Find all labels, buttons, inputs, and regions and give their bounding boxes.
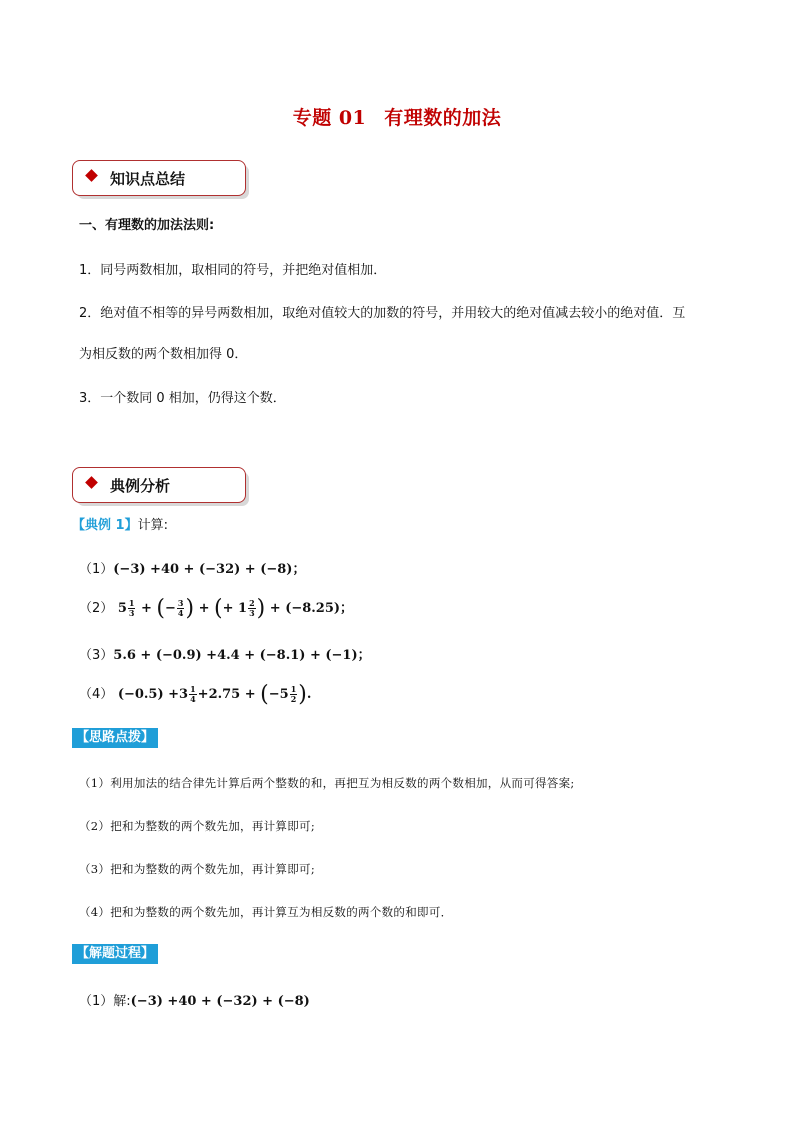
mixed-number-whole: 5 (117, 601, 127, 616)
section-label: 知识点总结 (110, 170, 186, 188)
operator: + (136, 601, 157, 616)
solution-number: （1）解: (79, 994, 131, 1009)
page-title (0, 103, 794, 130)
hint-tag: 【思路点拨】 (72, 728, 158, 748)
section-header-knowledge (72, 160, 246, 196)
fraction: $\frac{1}{2}$ (290, 684, 297, 704)
solution-1 (79, 990, 310, 1009)
operator: + (194, 601, 215, 616)
question-expression: (−3) +40 + (−32) + (−8)； (113, 562, 306, 577)
example-tag-close: 】 (124, 518, 138, 533)
question-number: （4） (79, 687, 114, 702)
example-tag-open: 【 (72, 518, 86, 533)
rule-2-line-1: 2．绝对值不相等的异号两数相加，取绝对值较大的加数的符号，并用较大的绝对值减去较小的绝对值．互 (79, 306, 686, 321)
solution-expression: (−3) +40 + (−32) + (−8) (130, 994, 310, 1009)
expression-end: . (306, 687, 312, 702)
diamond-bullet-icon (85, 169, 98, 182)
question-number: （1） (79, 562, 114, 577)
rule-2-line-2: 为相反数的两个数相加得 0． (79, 347, 248, 362)
hint-4: （4）把和为整数的两个数先加，再计算互为相反数的两个数的和即可． (79, 905, 453, 919)
question-1 (79, 558, 305, 577)
question-expression: 5.6 + (−0.9) +4.4 + (−8.1) + (−1)； (113, 648, 371, 663)
example-heading (72, 514, 168, 533)
question-2: （2） 5 $\frac{1}{3}$ + (− $\frac{3}{4}$ ) + (+ 1 $\frac{2}{3}$ ) + (−8.25)； (79, 596, 354, 621)
sign: − (164, 601, 176, 616)
title-topic-name: 有理数的加法 (384, 107, 502, 129)
hint-1: （1）利用加法的结合律先计算后两个整数的和，再把互为相反数的两个数相加，从而可得答案; (79, 776, 575, 790)
section-label: 典例分析 (110, 477, 171, 495)
expression-tail: + (−8.25)； (265, 601, 354, 616)
question-3 (79, 644, 371, 663)
title-topic-number: 专题 01 (292, 107, 367, 129)
sign: + 1 (222, 601, 248, 616)
example-tag: 典例 1 (85, 518, 125, 533)
question-4: （4） (−0.5) +3 $\frac{1}{4}$ +2.75 + (−5 $\frac{1}{2}$ ). (79, 682, 312, 707)
hint-2: （2）把和为整数的两个数先加，再计算即可; (79, 819, 315, 833)
expression-part: +2.75 + (197, 687, 261, 702)
example-prompt: 计算: (137, 518, 168, 533)
sign: −5 (268, 687, 289, 702)
question-number: （2） (79, 601, 114, 616)
question-number: （3） (79, 648, 114, 663)
rule-3: 3．一个数同 0 相加，仍得这个数． (79, 391, 286, 406)
fraction: $\frac{1}{3}$ (128, 598, 135, 618)
fraction: $\frac{3}{4}$ (177, 598, 184, 618)
fraction: $\frac{1}{4}$ (190, 684, 196, 704)
diamond-bullet-icon (85, 476, 98, 489)
section-header-examples (72, 467, 246, 503)
hint-3: （3）把和为整数的两个数先加，再计算即可; (79, 862, 315, 876)
rules-heading: 一、有理数的加法法则: (79, 218, 215, 233)
fraction: $\frac{2}{3}$ (249, 598, 255, 618)
solution-tag: 【解题过程】 (72, 944, 158, 964)
rule-1: 1．同号两数相加，取相同的符号，并把绝对值相加． (79, 263, 387, 278)
expression-part: (−0.5) +3 (117, 687, 189, 702)
